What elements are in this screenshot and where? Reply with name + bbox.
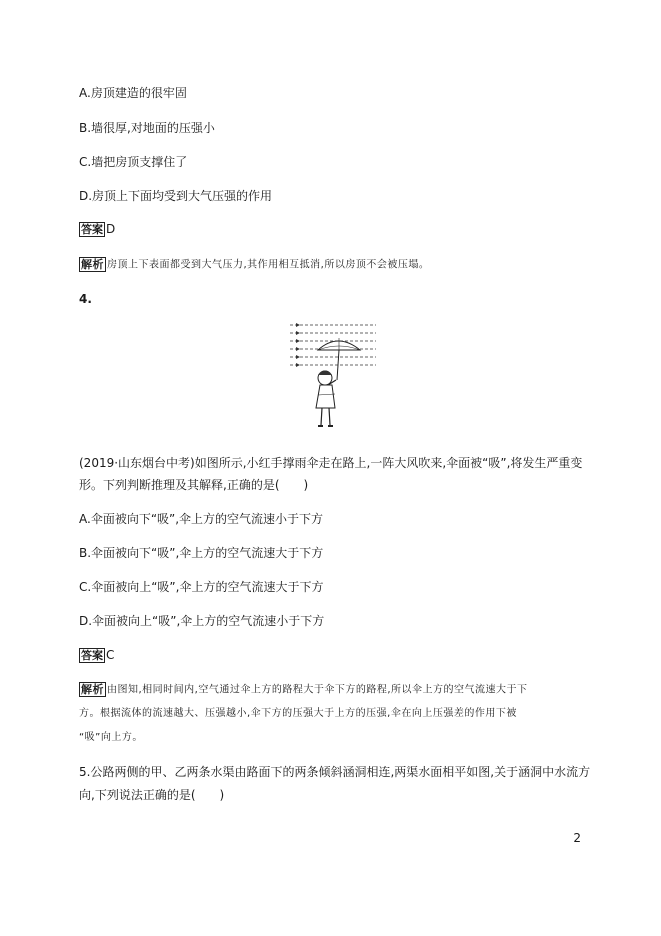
analysis-tag: 解析 [81,258,104,271]
q4-analysis-line1 [79,682,528,699]
answer-value: C [106,648,115,662]
q3-analysis [79,257,429,274]
answer-tag: 答案 [81,649,103,662]
umbrella-girl-figure [288,320,378,435]
q3-option-a: A.房顶建造的很牢固 [79,86,187,100]
q4-option-a: A.伞面被向下“吸”,伞上方的空气流速小于下方 [79,512,324,526]
q4-option-c: C.伞面被向上“吸”,伞上方的空气流速大于下方 [79,580,324,594]
answer-value: D [106,222,116,236]
q3-answer [79,221,115,237]
q3-option-b: B.墙很厚,对地面的压强小 [79,121,215,135]
analysis-tag: 解析 [81,683,104,696]
q5-stem-line1: 5.公路两侧的甲、乙两条水渠由路面下的两条倾斜涵洞相连,两渠水面相平如图,关于涵洞中水流方 [79,765,591,779]
q4-option-b: B.伞面被向下“吸”,伞上方的空气流速大于下方 [79,546,324,560]
q5-stem-line2: 向,下列说法正确的是( ) [79,788,225,802]
page-number: 2 [573,831,581,845]
q4-option-d: D.伞面被向上“吸”,伞上方的空气流速小于下方 [79,614,325,628]
q3-option-c: C.墙把房顶支撑住了 [79,155,188,169]
q4-analysis-line3: “吸”向上方。 [79,732,143,743]
q3-option-d: D.房顶上下面均受到大气压强的作用 [79,189,273,203]
q4-stem-line1: (2019·山东烟台中考)如图所示,小红手撑雨伞走在路上,一阵大风吹来,伞面被“吸”,将发生严重变 [79,456,583,470]
q4-stem-line2: 形。下列判断推理及其解释,正确的是( ) [79,478,309,492]
answer-tag: 答案 [81,223,103,236]
analysis-text: 房顶上下表面都受到大气压力,其作用相互抵消,所以房顶不会被压塌。 [107,259,430,271]
analysis-text: 由图知,相同时间内,空气通过伞上方的路程大于伞下方的路程,所以伞上方的空气流速大于下 [107,684,528,696]
q4-number: 4. [79,292,92,306]
q4-analysis-line2: 方。根据流体的流速越大、压强越小,伞下方的压强大于上方的压强,伞在向上压强差的作用下被 [79,708,517,719]
q4-answer [79,647,114,663]
